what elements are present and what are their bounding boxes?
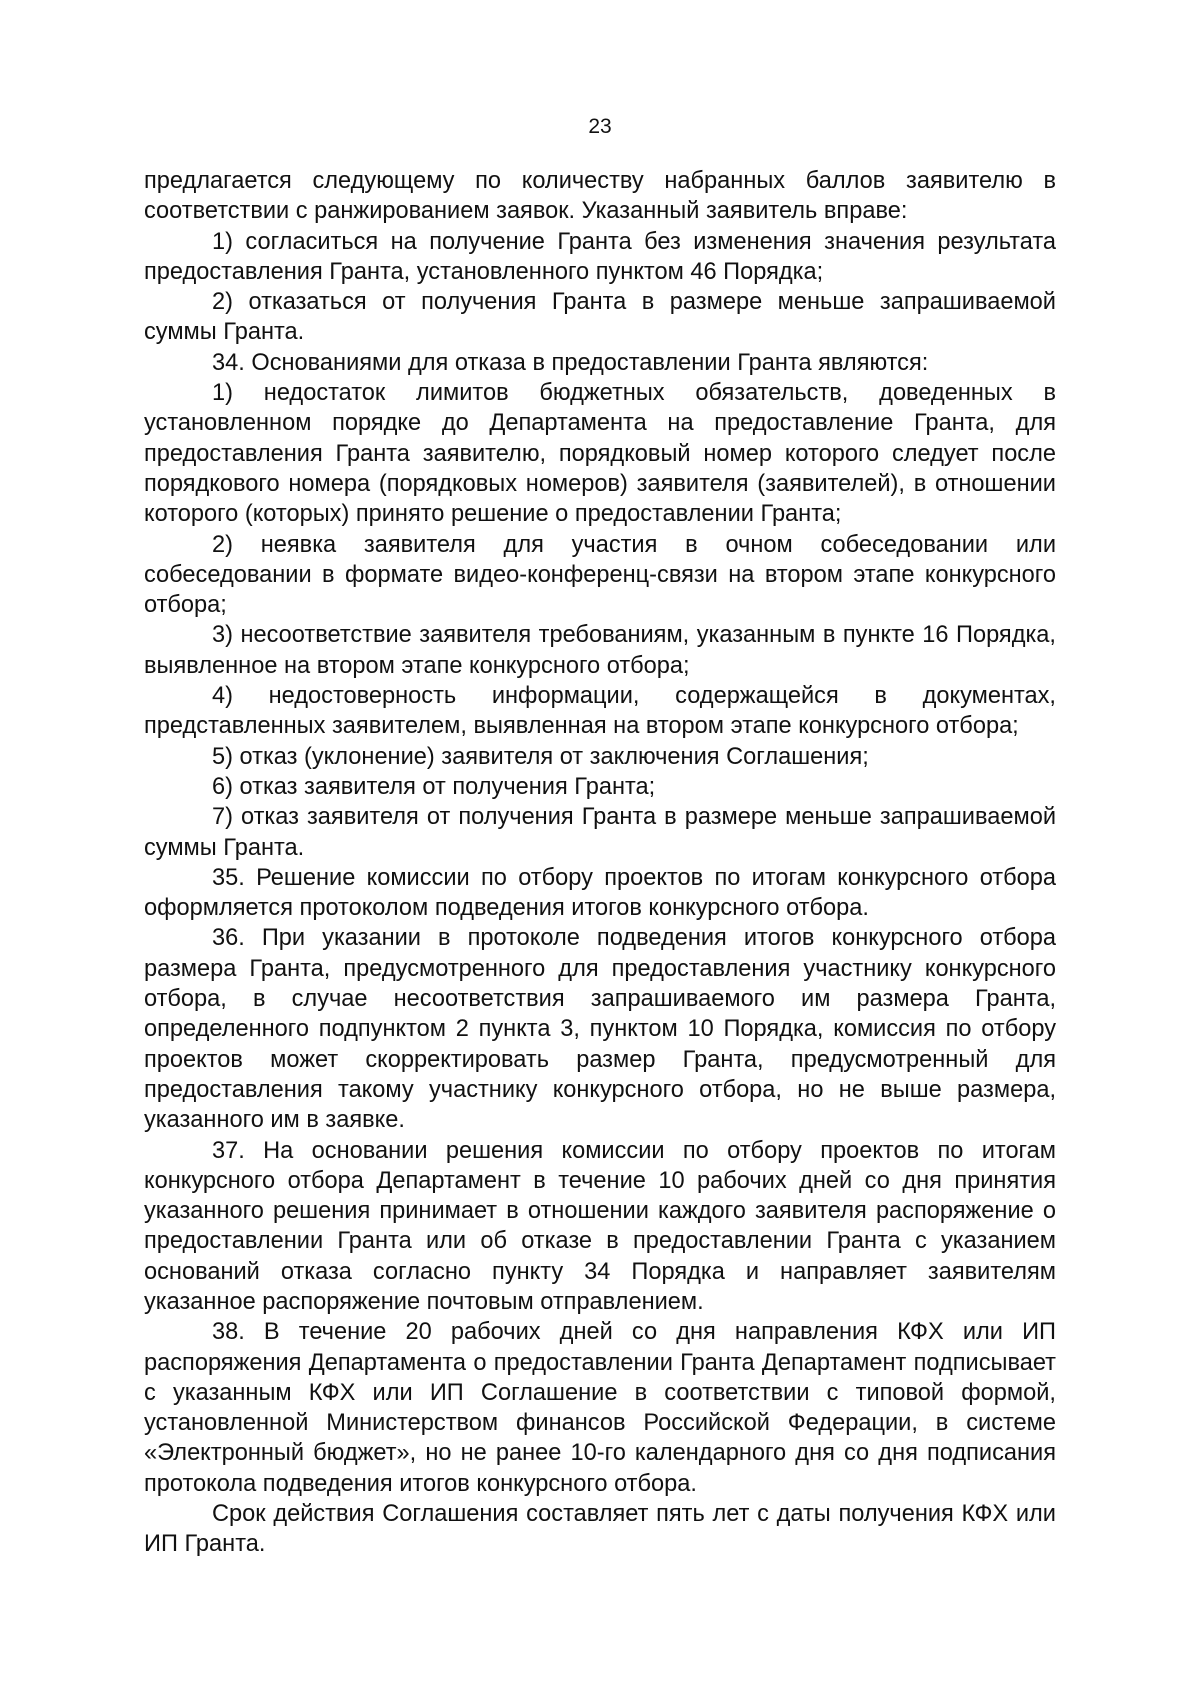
paragraph-agreement-term: Срок действия Соглашения составляет пять лет с даты получения КФХ или ИП Гранта. [144,1501,1056,1558]
paragraph-clause-34-item-2: 2) неявка заявителя для участия в очном собеседовании или собеседовании в формате видео-конференц-связи на втором этапе конкурсного отбора; [144,531,1056,619]
paragraph-clause-34-item-7: 7) отказ заявителя от получения Гранта в размере меньше запрашиваемой суммы Гранта. [144,804,1056,861]
paragraph-clause-37: 37. На основании решения комиссии по отбору проектов по итогам конкурсного отбора Департамент в течение 10 рабочих дней со дня принятия указанного решения принимает в отношении каждого заявителя распоряжение о предоставлении Гранта или об отказе в предоставлении Гранта с указанием оснований отказа согласно пункту 34 Порядка и направляет заявителям указанное распоряжение почтовым отправлением. [144,1137,1056,1315]
paragraph-clause-34-item-4: 4) недостоверность информации, содержащейся в документах, представленных заявителем, выявленная на втором этапе конкурсного отбора; [144,683,1056,740]
paragraph-clause-34-item-5: 5) отказ (уклонение) заявителя от заключения Соглашения; [212,743,869,770]
paragraph-item-1: 1) согласиться на получение Гранта без изменения значения результата предоставления Гранта, установленного пунктом 46 Порядка; [144,228,1056,285]
paragraph-clause-34-item-1: 1) недостаток лимитов бюджетных обязательств, доведенных в установленном порядке до Департамента на предоставление Гранта, для предоставления Гранта заявителю, порядковый номер которого следует после порядкового номера (порядковых номеров) заявителя (заявителей), в отношении которого (которых) принято решение о предоставлении Гранта; [144,380,1056,528]
paragraph-item-2: 2) отказаться от получения Гранта в размере меньше запрашиваемой суммы Гранта. [144,289,1056,346]
paragraph-clause-34-item-6: 6) отказ заявителя от получения Гранта; [212,773,656,800]
paragraph-clause-36: 36. При указании в протоколе подведения итогов конкурсного отбора размера Гранта, предусмотренного для предоставления участнику конкурсного отбора, в случае несоответствия запрашиваемого им размера Гранта, определенного подпунктом 2 пункта 3, пунктом 10 Порядка, комиссия по отбору проектов может скорректировать размер Гранта, предусмотренный для предоставления такому участнику конкурсного отбора, но не выше размера, указанного им в заявке. [144,925,1056,1134]
document-body [144,166,1056,1560]
page-number: 23 [588,115,612,138]
paragraph-clause-38: 38. В течение 20 рабочих дней со дня направления КФХ или ИП распоряжения Департамента о предоставлении Гранта Департамент подписывает с указанным КФХ или ИП Соглашение в соответствии с типовой формой, установленной Министерством финансов Российской Федерации, в системе «Электронный бюджет», но не ранее 10-го календарного дня со дня подписания протокола подведения итогов конкурсного отбора. [144,1319,1056,1497]
paragraph-continuation: предлагается следующему по количеству набранных баллов заявителю в соответствии с ранжированием заявок. Указанный заявитель вправе: [144,168,1056,225]
paragraph-clause-34-item-3: 3) несоответствие заявителя требованиям, указанным в пункте 16 Порядка, выявленное на втором этапе конкурсного отбора; [144,622,1056,679]
paragraph-clause-34: 34. Основаниями для отказа в предоставлении Гранта являются: [212,349,929,376]
paragraph-clause-35: 35. Решение комиссии по отбору проектов по итогам конкурсного отбора оформляется протоколом подведения итогов конкурсного отбора. [144,864,1056,922]
